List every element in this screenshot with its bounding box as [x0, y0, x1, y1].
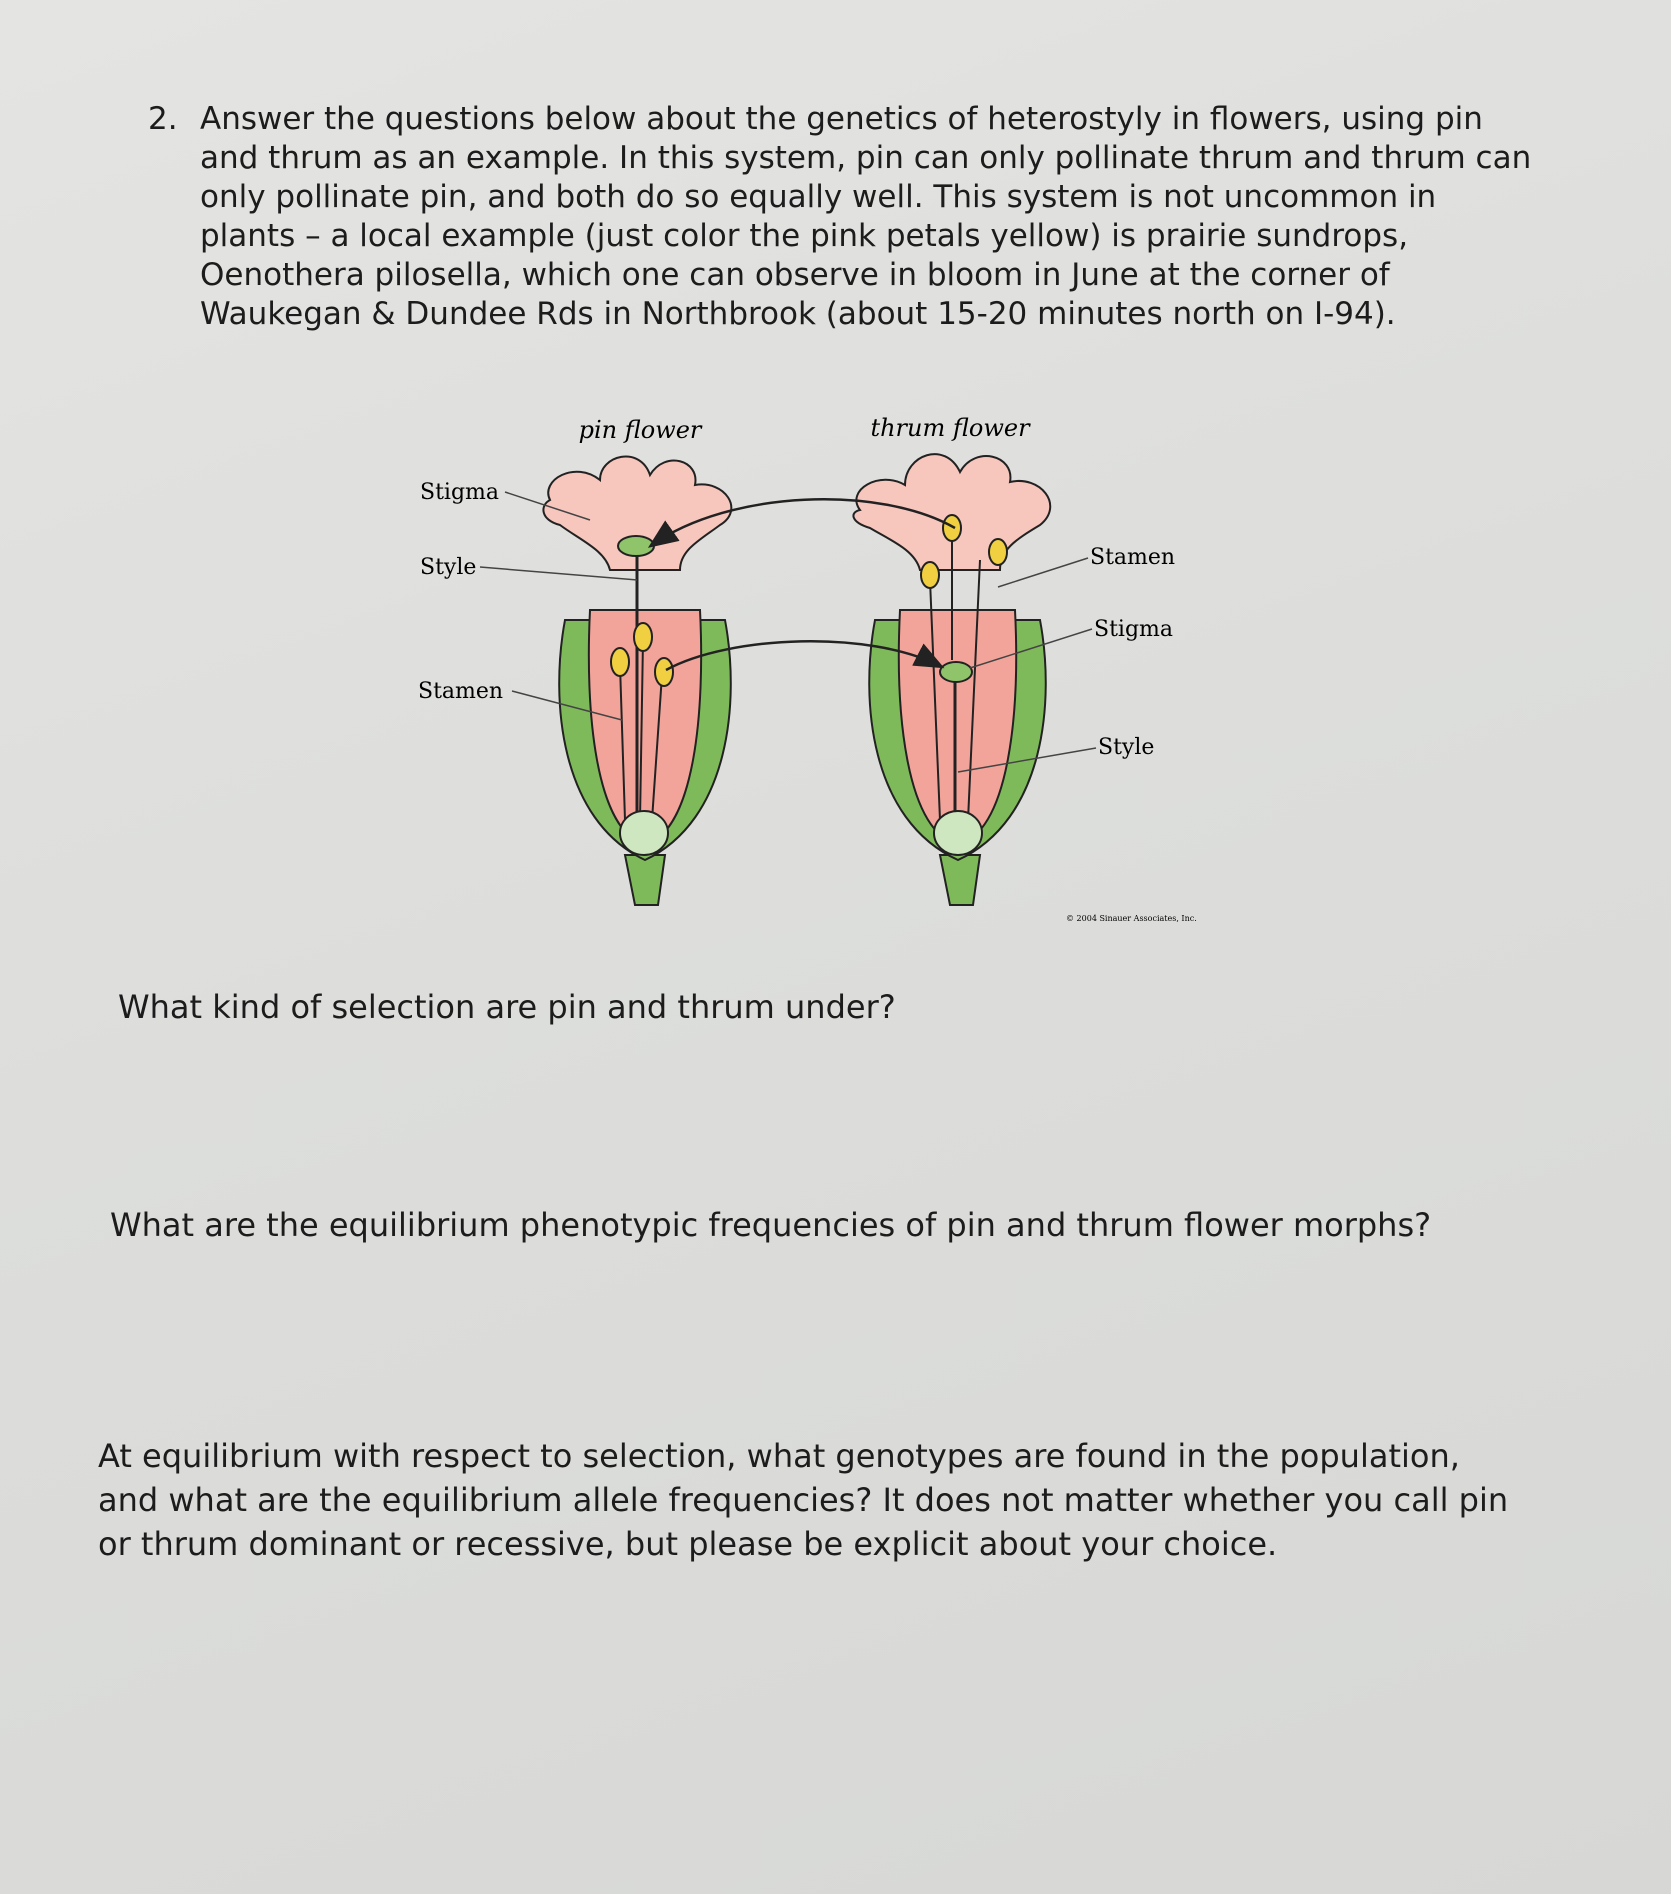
heterostyly-figure [400, 400, 1240, 940]
pin-flower [543, 456, 731, 905]
label-stigma-right: Stigma [1094, 617, 1174, 642]
pin-thrum-diagram [400, 400, 1240, 940]
thrum-flower [853, 454, 1050, 905]
thrum-flower-title: thrum flower [870, 414, 1030, 442]
problem-text [200, 100, 1532, 334]
pin-anther [611, 648, 629, 676]
label-stamen-right: Stamen [1090, 545, 1176, 570]
question-selection-type [118, 985, 1618, 1029]
pin-stem [625, 855, 665, 905]
leader-line [998, 558, 1088, 587]
thrum-stigma-low [940, 662, 972, 682]
label-style-right: Style [1098, 735, 1155, 760]
question-text: or thrum dominant or recessive, but please be explicit about your choice. [98, 1525, 1278, 1563]
intro-line: only pollinate pin, and both do so equally well. This system is not uncommon in [200, 179, 1437, 215]
question-text: What kind of selection are pin and thrum under? [118, 988, 896, 1026]
thrum-ovary [934, 811, 982, 855]
pin-ovary [620, 811, 668, 855]
problem-number: 2. [148, 101, 178, 137]
question-phenotypic-frequencies [110, 1203, 1610, 1247]
figure-copyright: © 2004 Sinauer Associates, Inc. [1066, 914, 1197, 923]
pin-stigma-high [618, 536, 654, 556]
intro-line: Waukegan & Dundee Rds in Northbrook (about 15-20 minutes north on I-94). [200, 296, 1396, 332]
intro-line: Answer the questions below about the genetics of heterostyly in flowers, using pin [200, 101, 1483, 137]
pin-anther [634, 623, 652, 651]
intro-line: Oenothera pilosella, which one can observe in bloom in June at the corner of [200, 257, 1390, 293]
intro-line: plants – a local example (just color the pink petals yellow) is prairie sundrops, [200, 218, 1409, 254]
pin-anther [655, 658, 673, 686]
thrum-anther [943, 515, 961, 541]
label-stigma-left: Stigma [420, 480, 500, 505]
question-text: At equilibrium with respect to selection, what genotypes are found in the population, [98, 1437, 1460, 1475]
label-style-left: Style [420, 555, 477, 580]
pin-flower-title: pin flower [578, 416, 702, 444]
label-stamen-left: Stamen [418, 679, 504, 704]
question-genotypes-allele-frequencies [98, 1434, 1598, 1566]
problem-2-intro [148, 100, 1532, 334]
question-text: and what are the equilibrium allele frequencies? It does not matter whether you call pin [98, 1481, 1509, 1519]
question-text: What are the equilibrium phenotypic frequencies of pin and thrum flower morphs? [110, 1206, 1432, 1244]
thrum-anther [989, 539, 1007, 565]
thrum-anther [921, 562, 939, 588]
intro-line: and thrum as an example. In this system, pin can only pollinate thrum and thrum can [200, 140, 1532, 176]
thrum-stem [940, 855, 980, 905]
